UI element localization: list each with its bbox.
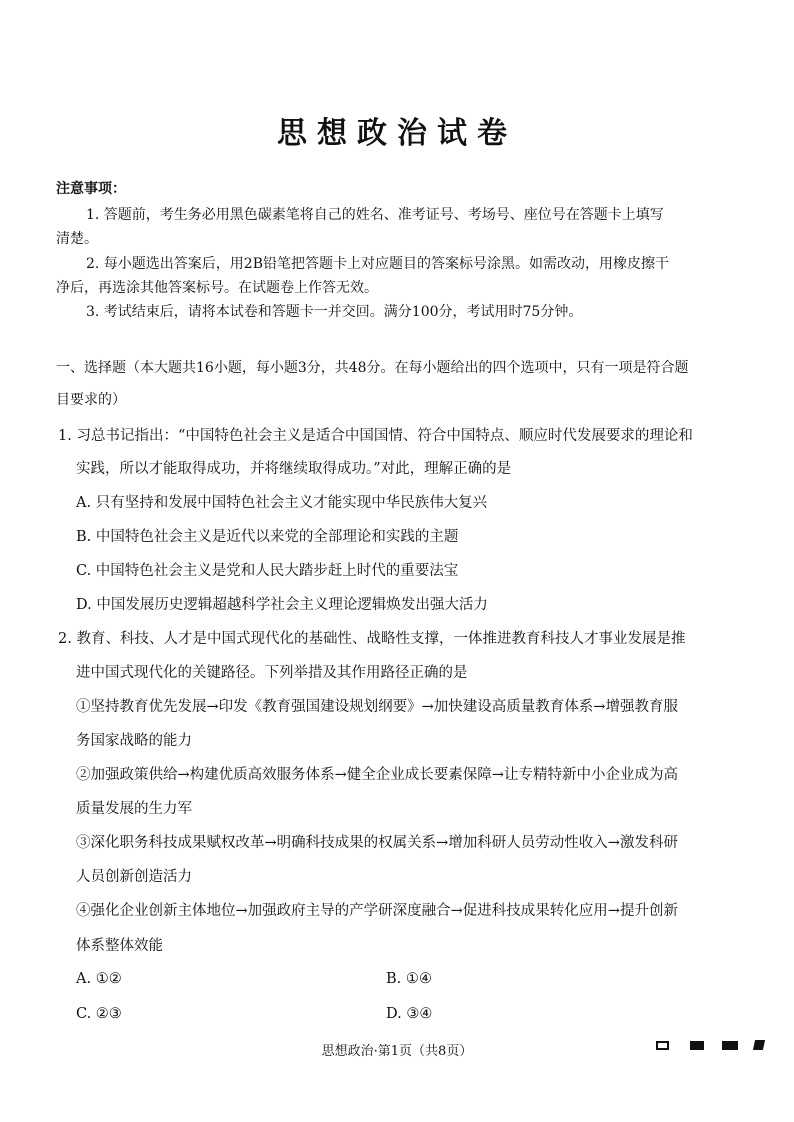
question-2-option-a: A. ①② [76, 971, 122, 987]
scan-mark-filled [753, 1040, 765, 1050]
scan-mark-filled [690, 1041, 704, 1050]
question-1-option-d: D. 中国发展历史逻辑超越科学社会主义理论逻辑焕发出强大活力 [76, 597, 488, 613]
scan-mark-filled [722, 1041, 738, 1050]
question-2-statement-2: ②加强政策供给→构建优质高效服务体系→健全企业成长要素保障→让专精特新中小企业成为高 [76, 767, 678, 783]
page-title: 思想政治试卷 [277, 116, 517, 151]
question-2-statement-3: ③深化职务科技成果赋权改革→明确科技成果的权属关系→增加科研人员劳动性收入→激发科研 [76, 835, 678, 851]
notice-item-1: 1. 答题前，考生务必用黑色碳素笔将自己的姓名、准考证号、考场号、座位号在答题卡上填写 [86, 207, 664, 223]
question-1-option-a: A. 只有坚持和发展中国特色社会主义才能实现中华民族伟大复兴 [76, 495, 488, 511]
notice-item-1-cont: 清楚。 [56, 231, 98, 247]
question-1-option-c: C. 中国特色社会主义是党和人民大踏步赶上时代的重要法宝 [76, 563, 459, 579]
notice-item-2: 2. 每小题选出答案后，用2B铅笔把答题卡上对应题目的答案标号涂黑。如需改动，用橡皮擦干 [86, 256, 670, 272]
question-1-option-b: B. 中国特色社会主义是近代以来党的全部理论和实践的主题 [76, 529, 459, 545]
question-2-option-c: C. ②③ [76, 1006, 122, 1022]
notice-heading: 注意事项： [56, 181, 126, 197]
question-2-statement-3-cont: 人员创新创造活力 [76, 869, 192, 885]
question-2-option-b: B. ①④ [386, 971, 432, 987]
question-2-stem: 2. 教育、科技、人才是中国式现代化的基础性、战略性支撑，一体推进教育科技人才事业发展是推 [58, 631, 686, 647]
scan-mark-hollow [656, 1041, 669, 1050]
question-2-statement-2-cont: 质量发展的生力军 [76, 801, 192, 817]
question-1-stem: 1. 习总书记指出：“中国特色社会主义是适合中国国情、符合中国特点、顺应时代发展要求的理论和 [58, 428, 693, 444]
question-2-stem-cont: 进中国式现代化的关键路径。下列举措及其作用路径正确的是 [76, 665, 468, 681]
question-2-statement-4-cont: 体系整体效能 [76, 938, 163, 954]
question-1-stem-cont: 实践，所以才能取得成功，并将继续取得成功。”对此，理解正确的是 [76, 461, 512, 477]
question-2-statement-1-cont: 务国家战略的能力 [76, 733, 192, 749]
section-heading: 一、选择题（本大题共16小题，每小题3分，共48分。在每小题给出的四个选项中，只有一项是符合题 [56, 360, 689, 376]
question-2-option-d: D. ③④ [386, 1006, 433, 1022]
question-2-statement-1: ①坚持教育优先发展→印发《教育强国建设规划纲要》→加快建设高质量教育体系→增强教育服 [76, 699, 678, 715]
page-footer: 思想政治·第1页（共8页） [321, 1044, 473, 1059]
notice-item-2-cont: 净后，再选涂其他答案标号。在试题卷上作答无效。 [56, 280, 378, 296]
section-heading-cont: 目要求的） [56, 392, 126, 408]
notice-item-3: 3. 考试结束后，请将本试卷和答题卡一并交回。满分100分，考试用时75分钟。 [86, 304, 583, 320]
question-2-statement-4: ④强化企业创新主体地位→加强政府主导的产学研深度融合→促进科技成果转化应用→提升创新 [76, 903, 678, 919]
